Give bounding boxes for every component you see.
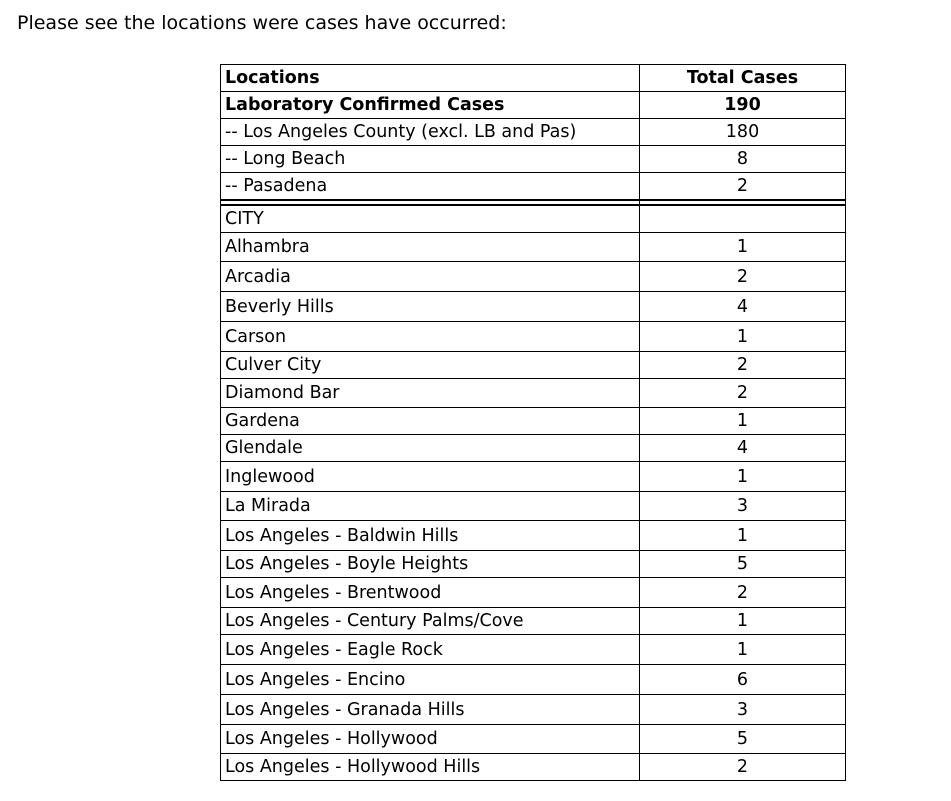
summary-total: 180	[640, 119, 846, 146]
header-total-cases: Total Cases	[640, 65, 846, 92]
city-total: 2	[640, 578, 846, 608]
table-row	[221, 173, 846, 201]
city-total: 2	[640, 379, 846, 408]
table-row	[221, 435, 846, 462]
summary-location: -- Los Angeles County (excl. LB and Pas)	[221, 119, 640, 146]
table-row	[221, 665, 846, 695]
summary-location: Laboratory Confirmed Cases	[221, 92, 640, 119]
city-name: Los Angeles - Hollywood Hills	[221, 754, 640, 781]
city-total: 1	[640, 233, 846, 262]
city-name: Glendale	[221, 435, 640, 462]
table-row	[221, 146, 846, 173]
city-name: Gardena	[221, 408, 640, 435]
city-name: Culver City	[221, 352, 640, 379]
summary-location: -- Long Beach	[221, 146, 640, 173]
table-row	[221, 92, 846, 119]
city-total: 5	[640, 725, 846, 754]
table-row	[221, 352, 846, 379]
table-row	[221, 578, 846, 608]
city-total: 1	[640, 462, 846, 492]
city-total: 6	[640, 665, 846, 695]
city-total: 5	[640, 551, 846, 578]
city-total: 1	[640, 521, 846, 551]
city-name: Los Angeles - Hollywood	[221, 725, 640, 754]
table-row	[221, 379, 846, 408]
city-name: Los Angeles - Boyle Heights	[221, 551, 640, 578]
summary-total: 2	[640, 173, 846, 201]
city-total: 3	[640, 695, 846, 725]
city-name: Diamond Bar	[221, 379, 640, 408]
city-total: 1	[640, 408, 846, 435]
summary-location: -- Pasadena	[221, 173, 640, 201]
table-row	[221, 608, 846, 635]
city-name: Alhambra	[221, 233, 640, 262]
table-row	[221, 462, 846, 492]
city-name: La Mirada	[221, 492, 640, 521]
city-total: 1	[640, 635, 846, 665]
city-name: Los Angeles - Eagle Rock	[221, 635, 640, 665]
header-locations: Locations	[221, 65, 640, 92]
city-total: 1	[640, 322, 846, 352]
cases-table	[220, 64, 846, 781]
summary-total: 8	[640, 146, 846, 173]
city-header: CITY	[221, 205, 640, 233]
table-header-row	[221, 65, 846, 92]
city-name: Carson	[221, 322, 640, 352]
city-total: 1	[640, 608, 846, 635]
city-name: Los Angeles - Encino	[221, 665, 640, 695]
city-name: Los Angeles - Granada Hills	[221, 695, 640, 725]
summary-total: 190	[640, 92, 846, 119]
table-row	[221, 754, 846, 781]
table-row	[221, 551, 846, 578]
table-row	[221, 725, 846, 754]
city-header-row	[221, 205, 846, 233]
intro-text: Please see the locations were cases have occurred:	[17, 12, 507, 34]
city-name: Los Angeles - Baldwin Hills	[221, 521, 640, 551]
table-row	[221, 322, 846, 352]
table-row	[221, 292, 846, 322]
city-name: Beverly Hills	[221, 292, 640, 322]
city-total: 2	[640, 262, 846, 292]
table-row	[221, 233, 846, 262]
city-total: 2	[640, 754, 846, 781]
table-row	[221, 492, 846, 521]
city-name: Arcadia	[221, 262, 640, 292]
city-name: Inglewood	[221, 462, 640, 492]
city-total: 2	[640, 352, 846, 379]
table-row	[221, 521, 846, 551]
city-total: 3	[640, 492, 846, 521]
city-total: 4	[640, 435, 846, 462]
table-row	[221, 635, 846, 665]
city-name: Los Angeles - Brentwood	[221, 578, 640, 608]
table-row	[221, 262, 846, 292]
table-row	[221, 408, 846, 435]
table-row	[221, 695, 846, 725]
table-row	[221, 119, 846, 146]
city-header-empty	[640, 205, 846, 233]
city-name: Los Angeles - Century Palms/Cove	[221, 608, 640, 635]
city-total: 4	[640, 292, 846, 322]
